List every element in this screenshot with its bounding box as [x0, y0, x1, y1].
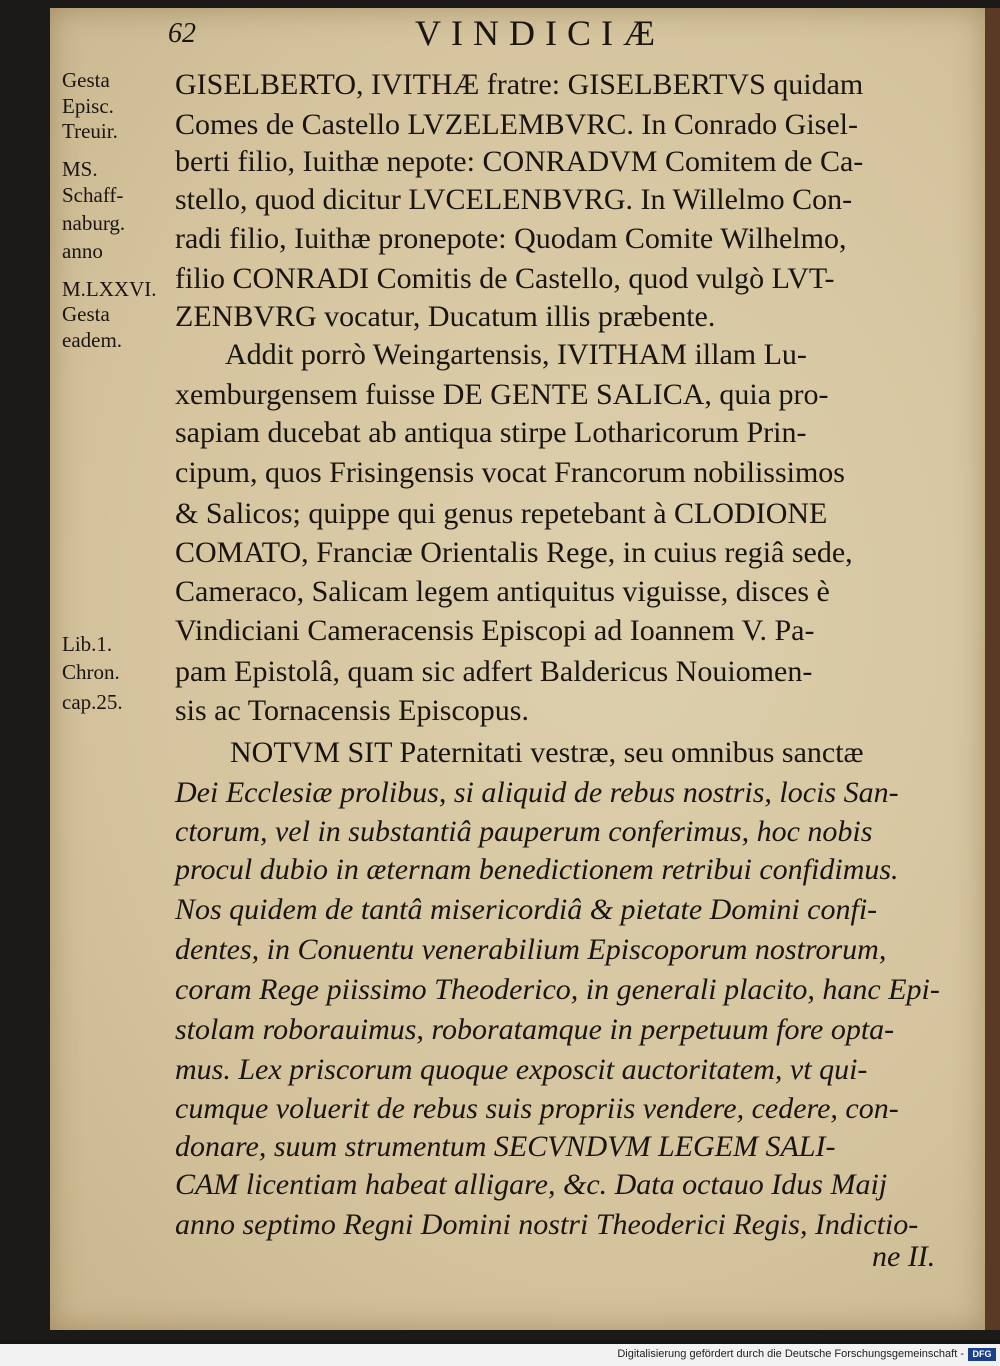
- margin-note: Chron.: [62, 660, 120, 684]
- text-line: ne II.: [872, 1240, 936, 1273]
- margin-note: Gesta: [62, 302, 110, 326]
- dfg-logo: DFG: [968, 1348, 996, 1361]
- margin-note: Treuir.: [62, 119, 118, 143]
- text-line: anno septimo Regni Domini nostri Theoderici Regis, Indictio-: [175, 1208, 919, 1241]
- text-line: Dei Ecclesiæ prolibus, si aliquid de rebus nostris, locis San-: [175, 776, 899, 809]
- text-line: NOTVM SIT Paternitati vestræ, seu omnibus sanctæ: [230, 736, 864, 769]
- margin-note: Episc.: [62, 94, 114, 118]
- margin-note: Gesta: [62, 68, 110, 92]
- margin-note: cap.25.: [62, 690, 123, 714]
- margin-note: Lib.1.: [62, 632, 113, 656]
- footer-text: Digitalisierung gefördert durch die Deutsche Forschungsgemeinschaft -: [617, 1348, 964, 1360]
- text-line: GISELBERTO, IVITHÆ fratre: GISELBERTVS quidam: [175, 68, 864, 101]
- text-line: stolam roborauimus, roboratamque in perpetuum fore opta-: [175, 1013, 895, 1046]
- margin-note: MS.: [62, 157, 98, 181]
- text-line: Nos quidem de tantâ misericordiâ & pietate Domini confi-: [175, 893, 878, 926]
- text-line: CAM licentiam habeat alligare, &c. Data octauo Idus Maij: [175, 1168, 888, 1201]
- text-line: coram Rege piissimo Theoderico, in generali placito, hanc Epi-: [175, 973, 940, 1006]
- margin-note: M.LXXVI.: [62, 277, 157, 301]
- text-line: stello, quod dicitur LVCELENBVRG. In Willelmo Con-: [175, 183, 853, 216]
- text-line: xemburgensem fuisse DE GENTE SALICA, quia pro-: [175, 378, 829, 411]
- text-line: Vindiciani Cameracensis Episcopi ad Ioannem V. Pa-: [175, 614, 815, 647]
- text-line: Addit porrò Weingartensis, IVITHAM illam Lu-: [225, 338, 807, 371]
- text-line: Comes de Castello LVZELEMBVRC. In Conrado Gisel-: [175, 108, 858, 141]
- text-line: procul dubio in æternam benedictionem retribui confidimus.: [175, 853, 899, 886]
- margin-note: anno: [62, 239, 103, 263]
- text-line: ctorum, vel in substantiâ pauperum conferimus, hoc nobis: [175, 815, 873, 848]
- text-line: cumque voluerit de rebus suis propriis vendere, cedere, con-: [175, 1092, 899, 1125]
- text-line: berti filio, Iuithæ nepote: CONRADVM Comitem de Ca-: [175, 145, 864, 178]
- text-line: donare, suum strumentum SECVNDVM LEGEM SALI-: [175, 1130, 836, 1163]
- text-line: dentes, in Conuentu venerabilium Episcoporum nostrorum,: [175, 933, 887, 966]
- text-line: ZENBVRG vocatur, Ducatum illis præbente.: [175, 300, 716, 333]
- text-line: & Salicos; quippe qui genus repetebant à CLODIONE: [175, 497, 828, 530]
- digitization-footer: [0, 1344, 1000, 1366]
- margin-note: naburg.: [62, 211, 126, 235]
- text-line: sapiam ducebat ab antiqua stirpe Lotharicorum Prin-: [175, 416, 807, 449]
- text-line: mus. Lex priscorum quoque exposcit auctoritatem, vt qui-: [175, 1053, 868, 1086]
- text-line: cipum, quos Frisingensis vocat Francorum nobilissimos: [175, 456, 845, 489]
- text-line: Cameraco, Salicam legem antiquitus viguisse, disces è: [175, 575, 830, 608]
- margin-note: eadem.: [62, 328, 123, 352]
- text-line: filio CONRADI Comitis de Castello, quod vulgò LVT-: [175, 262, 835, 295]
- margin-note: Schaff-: [62, 183, 124, 207]
- text-line: radi filio, Iuithæ pronepote: Quodam Comite Wilhelmo,: [175, 222, 847, 255]
- text-line: pam Epistolâ, quam sic adfert Baldericus Nouiomen-: [175, 655, 813, 688]
- running-header: VINDICIÆ: [415, 13, 665, 53]
- page-number: 62: [168, 18, 196, 49]
- text-line: sis ac Tornacensis Episcopus.: [175, 694, 529, 727]
- text-line: COMATO, Franciæ Orientalis Rege, in cuius regiâ sede,: [175, 536, 853, 569]
- book-edge: [985, 8, 1000, 1330]
